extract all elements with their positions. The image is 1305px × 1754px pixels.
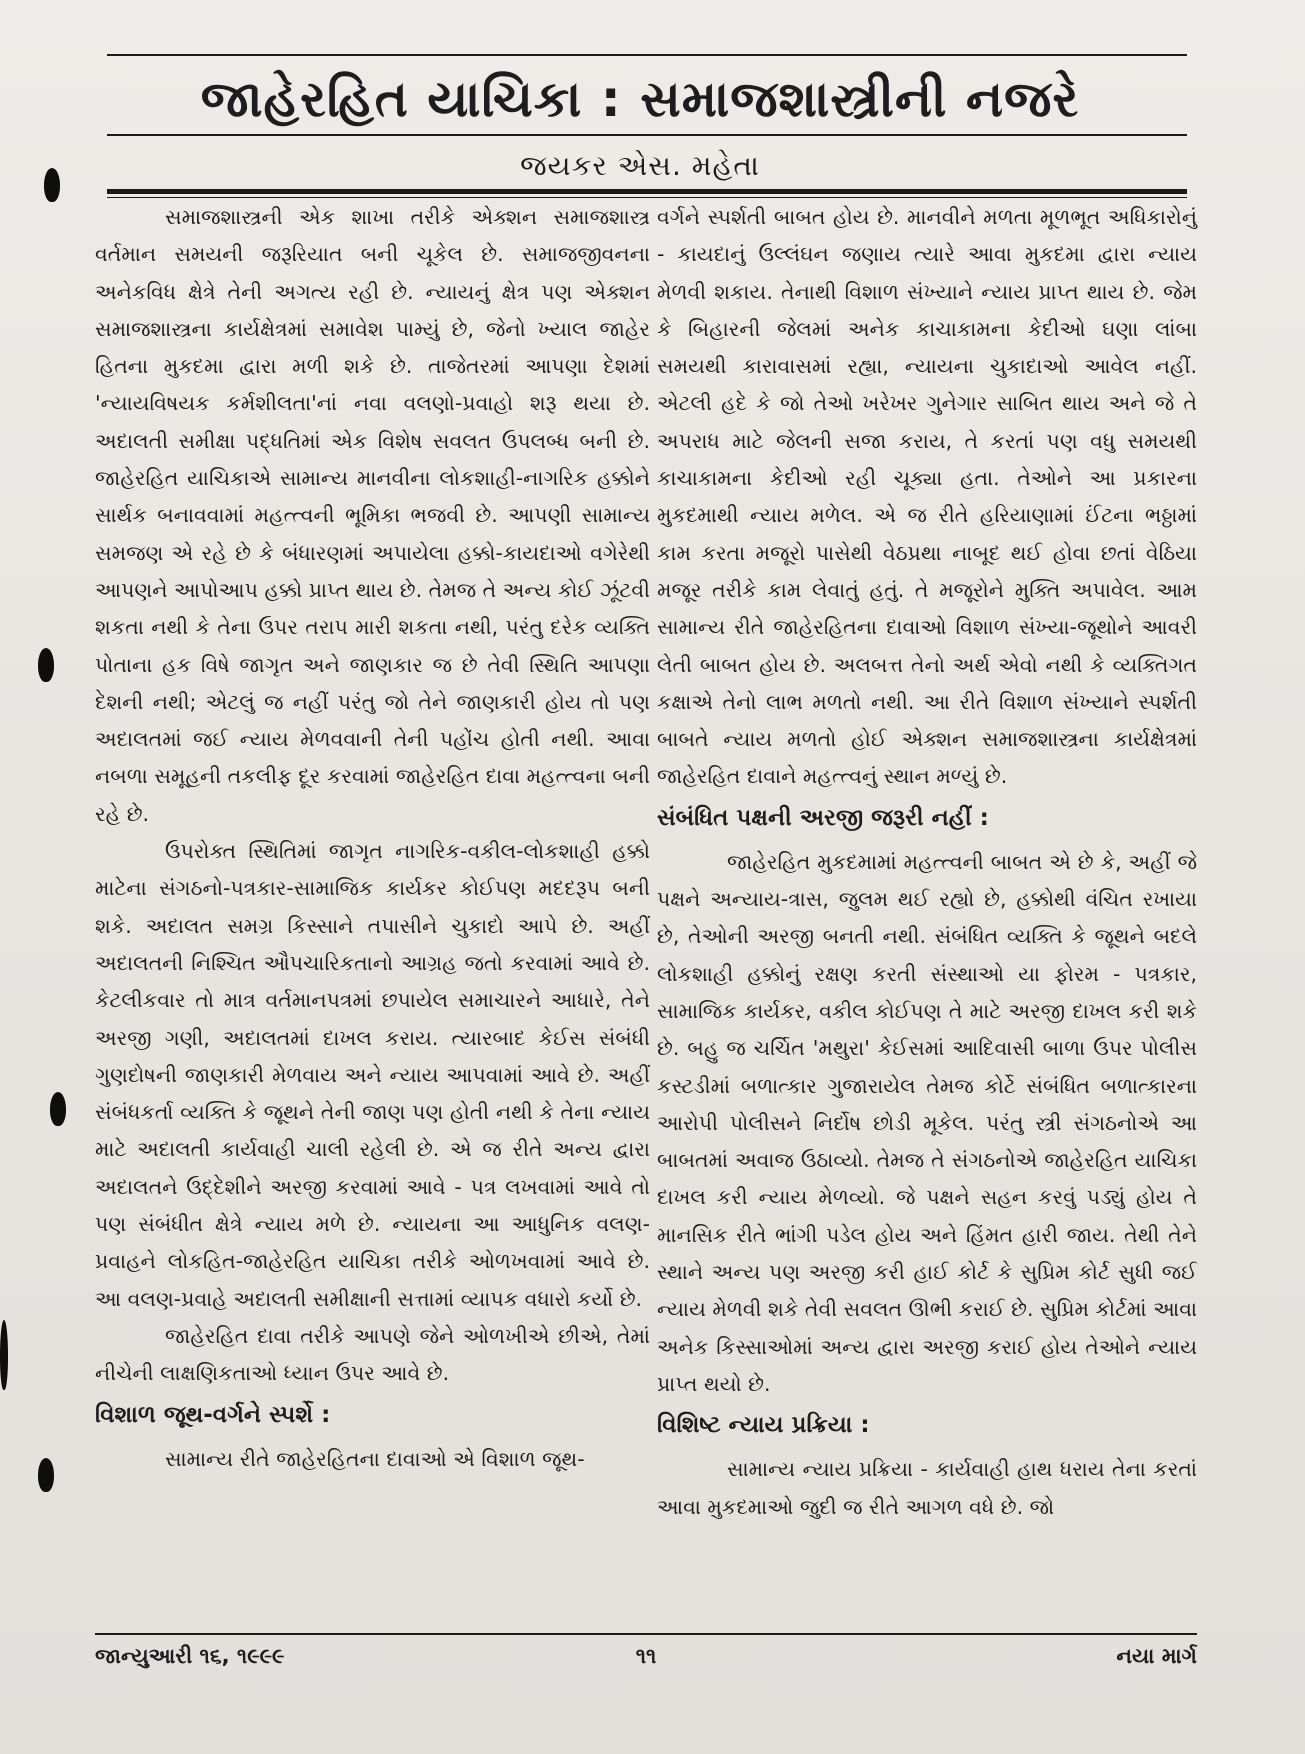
section-heading: સંબંધિત પક્ષની અરજી જરૂરી નહીં : (657, 804, 989, 831)
title-rule (107, 134, 1187, 136)
paragraph: સમાજશાસ્ત્રની એક શાખા તરીકે એક્શન સમાજશાસ્ત્ર વર્તમાન સમયની જરૂરિયાત બની ચૂકેલ છે. સમાજજીવનના અનેકવિધ ક્ષેત્રે તેની અગત્ય રહી છે. ન્યાયનું ક્ષેત્ર પણ એક્શન સમાજશાસ્ત્રના કાર્યક્ષેત્રમાં સમાવેશ પામ્યું છે, જેનો ખ્યાલ જાહેર હિતના મુકદમા દ્વારા મળી શકે છે. તાજેતરમાં આપણા દેશમાં 'ન્યાયવિષયક કર્મશીલતા'નાં નવા વલણો-પ્રવાહો શરૂ થયા છે. અદાલતી સમીક્ષા પદ્ધતિમાં એક વિશેષ સવલત ઉપલબ્ધ બની છે. જાહેરહિત યાચિકાએ સામાન્ય માનવીના લોકશાહી-નાગરિક હક્કોને સાર્થક બનાવવામાં મહત્ત્વની ભૂમિકા ભજવી છે. આપણી સામાન્ય સમજણ એ રહે છે કે બંધારણમાં અપાયેલા હક્કો-કાયદાઓ વગેરેથી આપણને આપોઆપ હક્કો પ્રાપ્ત થાય છે. તેમજ તે અન્ય કોઈ ઝૂંટવી શકતા નથી કે તેના ઉપર તરાપ મારી શકતા નથી, પરંતુ દરેક વ્યક્તિ પોતાના હક વિષે જાગૃત અને જાણકાર જ છે તેવી સ્થિતિ આપણા દેશની નથી; એટલું જ નહીં પરંતુ જો તેને જાણકારી હોય તો પણ અદાલતમાં જઈ ન્યાય મેળવવાની તેની પહોંચ હોતી નથી. આવા નબળા સમૂહની તકલીફ દૂર કરવામાં જાહેરહિત દાવા મહત્ત્વના બની રહે છે. (95, 205, 650, 826)
footer-rule (95, 1633, 1197, 1635)
page-number: ૧૧ (635, 1644, 657, 1668)
section-heading: વિશિષ્ટ ન્યાય પ્રક્રિયા : (657, 1412, 870, 1439)
binding-hole-mark (44, 168, 60, 202)
left-column (95, 199, 650, 1478)
section-heading: વિશાળ જૂથ-વર્ગને સ્પર્શે : (95, 1401, 331, 1428)
top-rule (107, 54, 1187, 56)
paragraph: ઉપરોક્ત સ્થિતિમાં જાગૃત નાગરિક-વકીલ-લોકશાહી હક્કો માટેના સંગઠનો-પત્રકાર-સામાજિક કાર્યકર કોઈપણ મદદરૂપ બની શકે. અદાલત સમગ્ર કિસ્સાને તપાસીને ચુકાદો આપે છે. અહીં અદાલતની નિશ્ચિત ઔપચારિકતાનો આગ્રહ જતો કરવામાં આવે છે. કેટલીકવાર તો માત્ર વર્તમાનપત્રમાં છપાયેલ સમાચારને આધારે, તેને અરજી ગણી, અદાલતમાં દાખલ કરાય. ત્યારબાદ કેઈસ સંબંધી ગુણદોષની જાણકારી મેળવાય અને ન્યાય આપવામાં આવે છે. અહીં સંબંધકર્તા વ્યક્તિ કે જૂથને તેની જાણ પણ હોતી નથી કે તેના ન્યાય માટે અદાલતી કાર્યવાહી ચાલી રહેલી છે. એ જ રીતે અન્ય દ્વારા અદાલતને ઉદ્દેશીને અરજી કરવામાં આવે - પત્ર લખવામાં આવે તો પણ સંબંધીત ક્ષેત્રે ન્યાય મળે છે. ન્યાયના આ આધુનિક વલણ-પ્રવાહને લોકહિત-જાહેરહિત યાચિકા તરીકે ઓળખવામાં આવે છે. આ વલણ-પ્રવાહે અદાલતી સમીક્ષાની સત્તામાં વ્યાપક વધારો કર્યો છે. (95, 839, 650, 1311)
binding-hole-mark (38, 648, 54, 682)
issue-date: જાન્યુઆરી ૧૬, ૧૯૯૯ (95, 1644, 285, 1668)
header-thick-rule (107, 189, 1187, 194)
binding-edge-mark (0, 1320, 8, 1390)
article-title: જાહેરહિત યાચિકા : સમાજશાસ્ત્રીની નજરે (200, 70, 1080, 128)
right-column (657, 199, 1197, 1526)
paragraph: સામાન્ય ન્યાય પ્રક્રિયા - કાર્યવાહી હાથ ધરાય તેના કરતાં આવા મુકદમાઓ જુદી જ રીતે આગળ વધે છે. જો (657, 1457, 1197, 1519)
header-thin-rule (107, 197, 1187, 198)
paragraph: વર્ગને સ્પર્શતી બાબત હોય છે. માનવીને મળતા મૂળભૂત અધિકારોનું - કાયદાનું ઉલ્લંઘન જણાય ત્યારે આવા મુકદમા દ્વારા ન્યાય મેળવી શકાય. તેનાથી વિશાળ સંખ્યાને ન્યાય પ્રાપ્ત થાય છે. જેમ કે બિહારની જેલમાં અનેક કાચાકામના કેદીઓ ઘણા લાંબા સમયથી કારાવાસમાં રહ્યા, ન્યાયના ચુકાદાઓ આવેલ નહીં. એટલી હદે કે જો તેઓ ખરેખર ગુનેગાર સાબિત થાય અને જે તે અપરાધ માટે જેલની સજા કરાય, તે કરતાં પણ વધુ સમયથી કાચાકામના કેદીઓ રહી ચૂક્યા હતા. તેઓને આ પ્રકારના મુકદમાથી ન્યાય મળેલ. એ જ રીતે હરિયાણામાં ઈંટના ભઠ્ઠામાં કામ કરતા મજૂરો પાસેથી વેઠપ્રથા નાબૂદ થઈ હોવા છતાં વેઠિયા મજૂર તરીકે કામ લેવાતું હતું. તે મજૂરોને મુક્તિ અપાવેલ. આમ સામાન્ય રીતે જાહેરહિતના દાવાઓ વિશાળ સંખ્યા-જૂથોને આવરી લેતી બાબત હોય છે. અલબત્ત તેનો અર્થ એવો નથી કે વ્યક્તિગત કક્ષાએ તેનો લાભ મળતો નથી. આ રીતે વિશાળ સંખ્યાને સ્પર્શતી બાબતે ન્યાય મળતો હોઈ એક્શન સમાજશાસ્ત્રના કાર્યક્ષેત્રમાં જાહેરહિત દાવાને મહત્ત્વનું સ્થાન મળ્યું છે. (657, 205, 1197, 789)
author-name: જયકર એસ. મહેતા (520, 149, 760, 182)
paragraph: જાહેરહિત દાવા તરીકે આપણે જેને ઓળખીએ છીએ, તેમાં નીચેની લાક્ષણિકતાઓ ધ્યાન ઉપર આવે છે. (95, 1323, 650, 1386)
paragraph: સામાન્ય રીતે જાહેરહિતના દાવાઓ એ વિશાળ જૂથ- (165, 1446, 585, 1471)
paragraph: જાહેરહિત મુકદમામાં મહત્ત્વની બાબત એ છે કે, અહીં જે પક્ષને અન્યાય-ત્રાસ, જુલમ થઈ રહ્યો છે, હક્કોથી વંચિત રખાયા છે, તેઓની અરજી બનતી નથી. સંબંધિત વ્યક્તિ કે જૂથને બદલે લોકશાહી હક્કોનું રક્ષણ કરતી સંસ્થાઓ યા ફોરમ - પત્રકાર, સામાજિક કાર્યકર, વકીલ કોઈપણ તે માટે અરજી દાખલ કરી શકે છે. બહુ જ ચર્ચિત 'મથુરા' કેઈસમાં આદિવાસી બાળા ઉપર પોલીસ કસ્ટડીમાં બળાત્કાર ગુજારાયેલ તેમજ કોર્ટે સંબંધિત બળાત્કારના આરોપી પોલીસને નિર્દોષ છોડી મૂકેલ. પરંતુ સ્ત્રી સંગઠનોએ આ બાબતમાં અવાજ ઉઠાવ્યો. તેમજ તે સંગઠનોએ જાહેરહિત યાચિકા દાખલ કરી ન્યાય મેળવ્યો. જે પક્ષને સહન કરવું પડ્યું હોય તે માનસિક રીતે ભાંગી પડેલ હોય અને હિંમત હારી જાય. તેથી તેને સ્થાને અન્ય પણ અરજી કરી હાઈ કોર્ટ કે સુપ્રિમ કોર્ટ સુધી જઈ ન્યાય મેળવી શકે તેવી સવલત ઊભી કરાઈ છે. સુપ્રિમ કોર્ટમાં આવા અનેક કિસ્સાઓમાં અન્ય દ્વારા અરજી કરાઈ હોય તેઓને ન્યાય પ્રાપ્ત થયો છે. (657, 849, 1197, 1396)
binding-hole-mark (50, 1092, 66, 1126)
binding-hole-mark (38, 1458, 54, 1492)
publication-name: નયા માર્ગ (1116, 1644, 1197, 1668)
